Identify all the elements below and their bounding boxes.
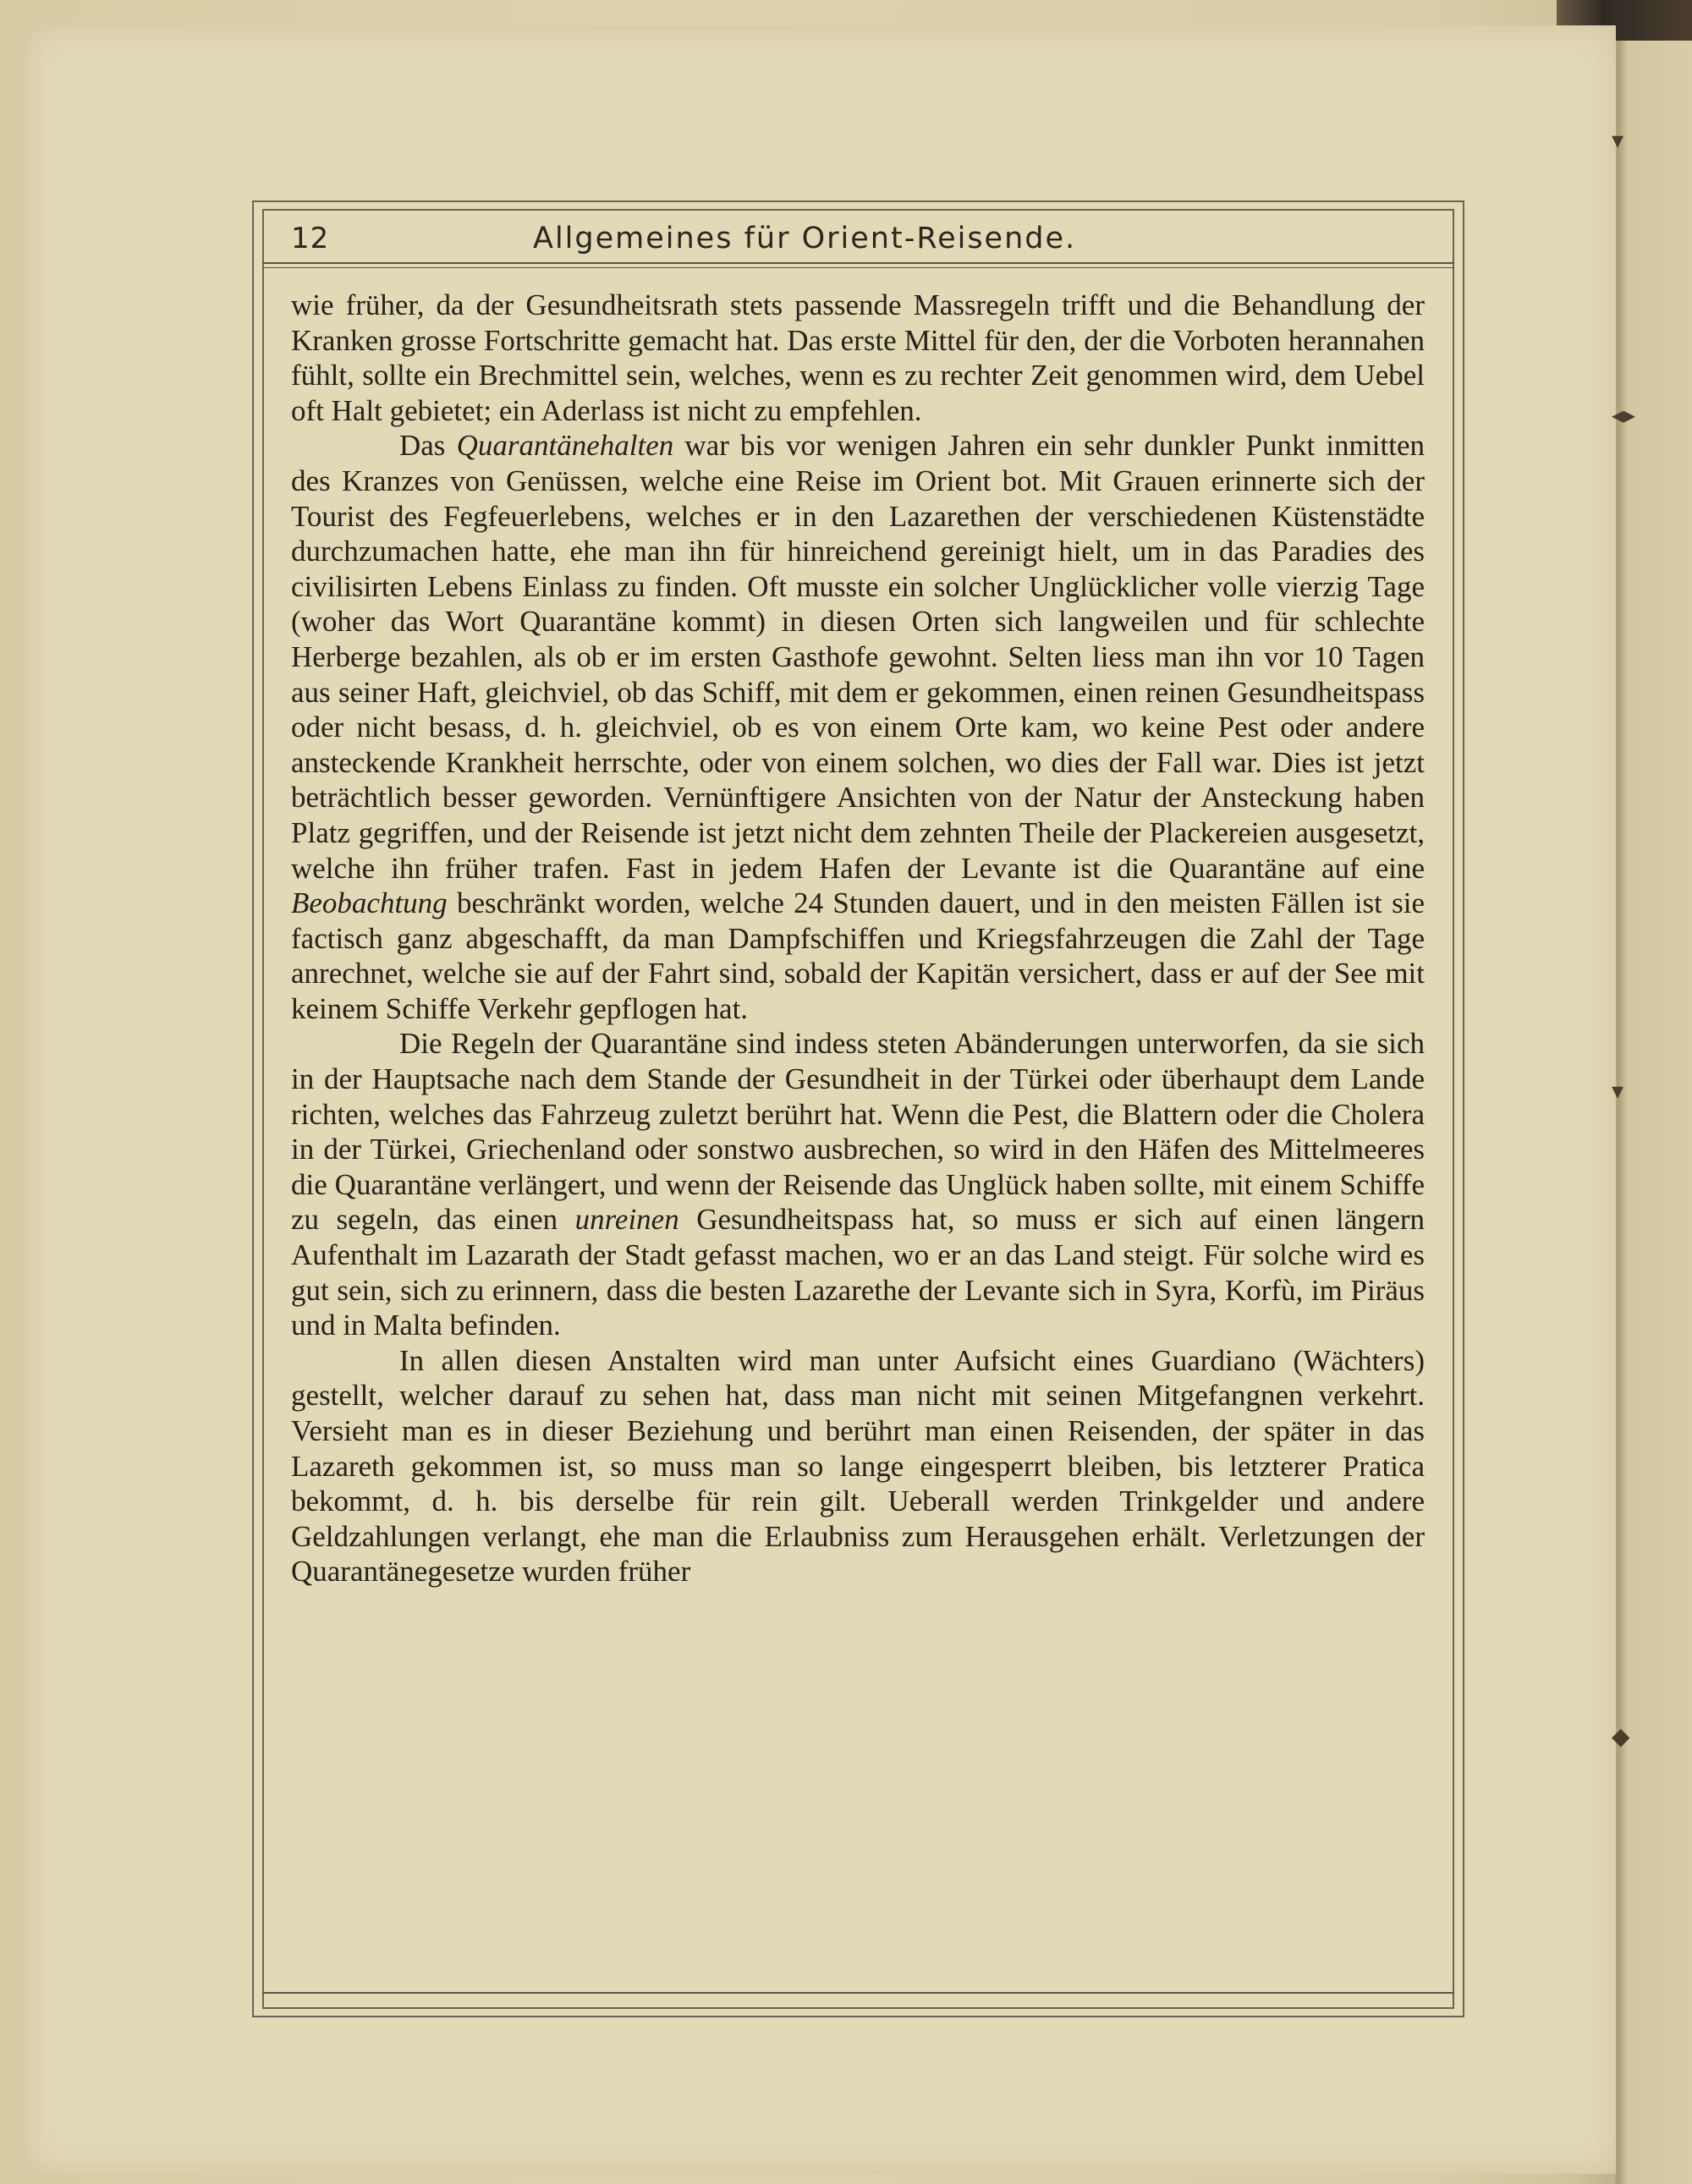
paragraph-text: Das: [399, 429, 457, 463]
italic-term: Quarantänehalten: [456, 429, 674, 463]
body-text: [291, 288, 1425, 1589]
binding-thread-mark: ◂▸: [1612, 401, 1636, 429]
header-rule-thin: [262, 267, 1454, 268]
paragraph-text: Gesundheitspass hat, so muss er sich auf einen längern Aufenthalt im Lazarath der Stadt gefasst machen, wo er an das Land steigt. Für solche wird es gut sein, sich zu erinnern, dass die besten Lazarethe der Levante sich in Syra, Korfù, im Piräus und in Malta befinden.: [291, 1203, 1425, 1342]
paragraph-text: wie früher, da der Gesundheitsrath stets passende Massregeln trifft und die Behandlung der Kranken grosse Fortschritte gemacht hat. Das erste Mittel für den, der die Vorboten herannahen fühlt, sollte ein Brechmittel sein, welches, wenn es zu rechter Zeit genommen wird, dem Uebel oft Halt gebietet; ein Aderlass ist nicht zu empfehlen.: [291, 288, 1425, 427]
footer-rule: [262, 1992, 1454, 1994]
page-number: 12: [291, 222, 330, 255]
binding-thread-mark: ▾: [1612, 1077, 1624, 1105]
italic-term: unreinen: [574, 1203, 679, 1237]
binding-thread-mark: ◆: [1612, 1722, 1630, 1750]
paragraph-1: [291, 288, 1425, 428]
paragraph-text: Die Regeln der Quarantäne sind indess steten Abänderungen unterworfen, da sie sich in der Hauptsache nach dem Stande der Gesundheit in der Türkei oder überhaupt dem Lande richten, welches das Fahrzeug zuletzt berührt hat. Wenn die Pest, die Blattern oder die Cholera in der Türkei, Griechenland oder sonstwo ausbrechen, so wird in den Häfen des Mittelmeeres die Quarantäne verlängert, und wenn der Reisende das Unglück haben sollte, mit einem Schiffe zu segeln, das einen: [291, 1027, 1425, 1237]
paragraph-4: [291, 1343, 1425, 1589]
binding-thread-mark: ▾: [1612, 126, 1624, 154]
paragraph-2: [291, 428, 1425, 1026]
header-rule: [262, 262, 1454, 264]
paragraph-3: [291, 1026, 1425, 1342]
paragraph-text: war bis vor wenigen Jahren ein sehr dunkler Punkt inmitten des Kranzes von Genüssen, welche eine Reise im Orient bot. Mit Grauen erinnerte sich der Tourist des Fegfeuerlebens, welches er in den Lazarethen der verschiedenen Küstenstädte durchzumachen hatte, ehe man ihn für hinreichend gereinigt hielt, um in das Paradies des civilisirten Lebens Einlass zu finden. Oft musste ein solcher Unglücklicher volle vierzig Tage (woher das Wort Quarantäne kommt) in diesen Orten sich langweilen und für schlechte Herberge bezahlen, als ob er im ersten Gasthofe gewohnt. Selten liess man ihn vor 10 Tagen aus seiner Haft, gleichviel, ob das Schiff, mit dem er gekommen, einen reinen Gesundheitspass oder nicht besass, d. h. gleichviel, ob es von einem Orte kam, wo keine Pest oder andere ansteckende Krankheit herrschte, oder von einem solchen, wo dies der Fall war. Dies ist jetzt beträchtlich besser geworden. Vernünftigere Ansichten von der Natur der Ansteckung haben Platz gegriffen, und der Reisende ist jetzt nicht dem zehnten Theile der Plackereien ausgesetzt, welche ihn früher trafen. Fast in jedem Hafen der Levante ist die Quarantäne auf eine: [291, 429, 1425, 885]
running-head: Allgemeines für Orient-Reisende.: [533, 222, 1077, 255]
paragraph-text: In allen diesen Anstalten wird man unter Aufsicht eines Guardiano (Wächters) gestellt, welcher darauf zu sehen hat, dass man nicht mit seinen Mitgefangnen verkehrt. Versieht man es in dieser Beziehung und berührt man einen Reisenden, der später in das Lazareth gekommen ist, so muss man so lange eingesperrt bleiben, bis letzterer Pratica bekommt, d. h. bis derselbe für rein gilt. Ueberall werden Trinkgelder und andere Geldzahlungen verlangt, ehe man die Erlaubniss zum Herausgehen erhält. Verletzungen der Quarantänegesetze wurden früher: [291, 1343, 1425, 1589]
paragraph-text: beschränkt worden, welche 24 Stunden dauert, und in den meisten Fällen ist sie factisch ganz abgeschafft, da man Dampfschiffen und Kriegsfahrzeugen die Zahl der Tage anrechnet, welche sie auf der Fahrt sind, sobald der Kapitän versichert, dass er auf der See mit keinem Schiffe Verkehr gepflogen hat.: [291, 886, 1425, 1025]
italic-term: Beobachtung: [291, 886, 448, 920]
